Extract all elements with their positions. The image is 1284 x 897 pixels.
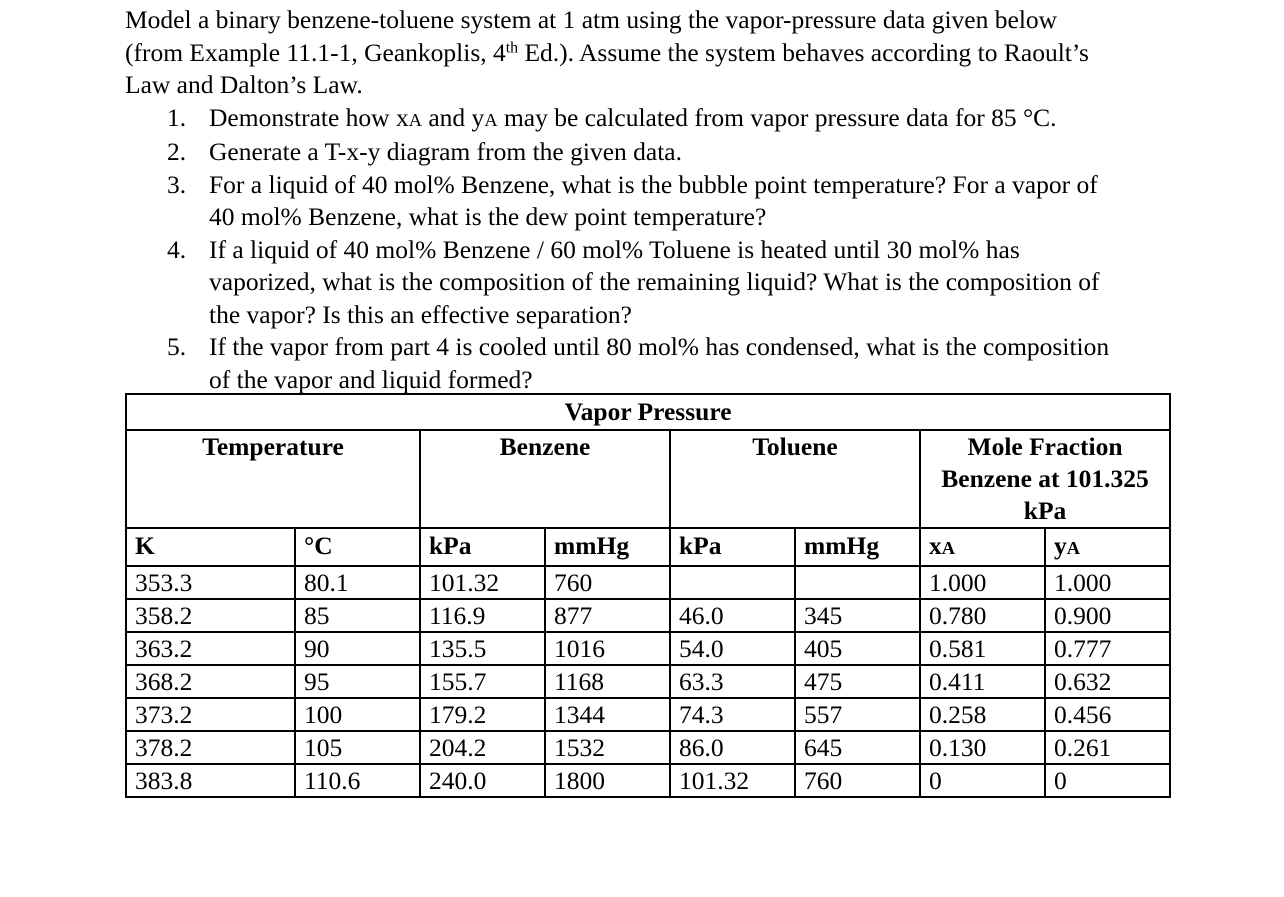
table-row <box>126 698 1170 731</box>
question-text: and y <box>421 102 485 132</box>
cell-celsius: 105 <box>295 731 420 764</box>
cell-xa: 1.000 <box>920 566 1045 599</box>
cell-ya: 0.777 <box>1045 632 1170 665</box>
problem-statement <box>125 4 1225 396</box>
cell-celsius: 80.1 <box>295 566 420 599</box>
cell-kelvin: 353.3 <box>126 566 295 599</box>
cell-benzene-kpa: 240.0 <box>420 764 545 797</box>
ya-symbol: y <box>1054 531 1067 560</box>
table-group-row <box>126 430 1170 528</box>
table-row <box>126 764 1170 797</box>
question-number: 1. <box>167 102 187 132</box>
cell-toluene-kpa: 74.3 <box>670 698 795 731</box>
group-toluene: Toluene <box>670 430 920 528</box>
table-row <box>126 731 1170 764</box>
question-item <box>125 331 1225 396</box>
cell-benzene-mmhg: 877 <box>545 599 670 632</box>
cell-benzene-kpa: 179.2 <box>420 698 545 731</box>
cell-ya: 0.456 <box>1045 698 1170 731</box>
cell-benzene-kpa: 135.5 <box>420 632 545 665</box>
cell-benzene-kpa: 204.2 <box>420 731 545 764</box>
cell-kelvin: 358.2 <box>126 599 295 632</box>
question-text: 40 mol% Benzene, what is the dew point temperature? <box>209 202 767 231</box>
question-item <box>125 102 1225 137</box>
intro-paragraph <box>125 4 1225 102</box>
cell-benzene-kpa: 101.32 <box>420 566 545 599</box>
cell-benzene-kpa: 155.7 <box>420 665 545 698</box>
question-number: 5. <box>167 332 187 361</box>
cell-kelvin: 363.2 <box>126 632 295 665</box>
group-temperature: Temperature <box>126 430 420 528</box>
cell-ya: 0.261 <box>1045 731 1170 764</box>
cell-celsius: 85 <box>295 599 420 632</box>
table-row <box>126 566 1170 599</box>
cell-toluene-mmhg: 475 <box>795 665 920 698</box>
intro-line-2a: (from Example 11.1-1, Geankoplis, 4 <box>125 37 506 67</box>
cell-xa: 0.258 <box>920 698 1045 731</box>
xa-subscript: A <box>941 538 956 558</box>
cell-toluene-mmhg: 405 <box>795 632 920 665</box>
edition-superscript: th <box>505 38 519 56</box>
cell-toluene-mmhg: 645 <box>795 731 920 764</box>
group-benzene: Benzene <box>420 430 670 528</box>
unit-benzene-kpa: kPa <box>420 528 545 566</box>
table-unit-row <box>126 528 1170 566</box>
table-row <box>126 632 1170 665</box>
cell-toluene-kpa: 63.3 <box>670 665 795 698</box>
table-row <box>126 599 1170 632</box>
cell-toluene-kpa: 46.0 <box>670 599 795 632</box>
cell-toluene-mmhg: 557 <box>795 698 920 731</box>
cell-celsius: 100 <box>295 698 420 731</box>
cell-xa: 0.780 <box>920 599 1045 632</box>
cell-xa: 0 <box>920 764 1045 797</box>
cell-xa: 0.581 <box>920 632 1045 665</box>
cell-toluene-mmhg: 760 <box>795 764 920 797</box>
intro-line-2b: Ed.). Assume the system behaves according to Raoult’s <box>518 37 1089 67</box>
cell-ya: 0 <box>1045 764 1170 797</box>
xa-symbol: x <box>929 531 942 560</box>
cell-xa: 0.411 <box>920 665 1045 698</box>
question-text: may be calculated from vapor pressure data for 85 °C. <box>497 102 1057 132</box>
unit-toluene-kpa: kPa <box>670 528 795 566</box>
unit-kelvin: K <box>126 528 295 566</box>
question-list <box>125 102 1225 397</box>
subscript-a: A <box>484 109 498 130</box>
cell-toluene-kpa: 86.0 <box>670 731 795 764</box>
cell-benzene-mmhg: 1344 <box>545 698 670 731</box>
group-mole-fraction: Mole Fraction Benzene at 101.325 kPa <box>920 430 1170 528</box>
cell-benzene-mmhg: 760 <box>545 566 670 599</box>
ya-subscript: A <box>1066 538 1081 558</box>
intro-line-1: Model a binary benzene-toluene system at 1 atm using the vapor-pressure data given below <box>125 5 1058 34</box>
cell-ya: 1.000 <box>1045 566 1170 599</box>
cell-benzene-mmhg: 1800 <box>545 764 670 797</box>
cell-kelvin: 368.2 <box>126 665 295 698</box>
cell-celsius: 90 <box>295 632 420 665</box>
cell-toluene-kpa: 54.0 <box>670 632 795 665</box>
question-text: of the vapor and liquid formed? <box>209 364 533 394</box>
question-text: vaporized, what is the composition of the remaining liquid? What is the composition of <box>209 267 1100 296</box>
question-text: Demonstrate how x <box>209 102 409 132</box>
cell-benzene-kpa: 116.9 <box>420 599 545 632</box>
cell-kelvin: 373.2 <box>126 698 295 731</box>
cell-xa: 0.130 <box>920 731 1045 764</box>
cell-toluene-mmhg: 345 <box>795 599 920 632</box>
question-item <box>125 136 1225 169</box>
cell-ya: 0.632 <box>1045 665 1170 698</box>
question-text: the vapor? Is this an effective separation? <box>209 299 632 329</box>
table-title: Vapor Pressure <box>126 394 1170 430</box>
unit-celsius: °C <box>295 528 420 566</box>
table-title-row <box>126 394 1170 430</box>
cell-toluene-kpa <box>670 566 795 599</box>
question-text: For a liquid of 40 mol% Benzene, what is the bubble point temperature? For a vapor of <box>209 169 1098 199</box>
cell-kelvin: 383.8 <box>126 764 295 797</box>
cell-benzene-mmhg: 1016 <box>545 632 670 665</box>
unit-xa <box>920 528 1045 566</box>
unit-toluene-mmhg: mmHg <box>795 528 920 566</box>
cell-ya: 0.900 <box>1045 599 1170 632</box>
unit-ya <box>1045 528 1170 566</box>
cell-celsius: 110.6 <box>295 764 420 797</box>
vapor-pressure-table <box>125 393 1171 798</box>
question-text: If the vapor from part 4 is cooled until 80 mol% has condensed, what is the composition <box>209 332 1110 361</box>
unit-benzene-mmhg: mmHg <box>545 528 670 566</box>
question-item <box>125 169 1225 234</box>
question-text: If a liquid of 40 mol% Benzene / 60 mol% Toluene is heated until 30 mol% has <box>209 234 1020 264</box>
cell-benzene-mmhg: 1532 <box>545 731 670 764</box>
table-row <box>126 665 1170 698</box>
table-body <box>126 566 1170 797</box>
cell-toluene-kpa: 101.32 <box>670 764 795 797</box>
subscript-a: A <box>408 109 422 130</box>
question-number: 2. <box>167 137 187 166</box>
cell-toluene-mmhg <box>795 566 920 599</box>
cell-benzene-mmhg: 1168 <box>545 665 670 698</box>
cell-celsius: 95 <box>295 665 420 698</box>
question-item <box>125 234 1225 332</box>
question-number: 3. <box>167 169 187 199</box>
intro-line-3: Law and Dalton’s Law. <box>125 70 363 99</box>
question-number: 4. <box>167 234 187 264</box>
question-text: Generate a T-x-y diagram from the given data. <box>209 137 682 166</box>
cell-kelvin: 378.2 <box>126 731 295 764</box>
